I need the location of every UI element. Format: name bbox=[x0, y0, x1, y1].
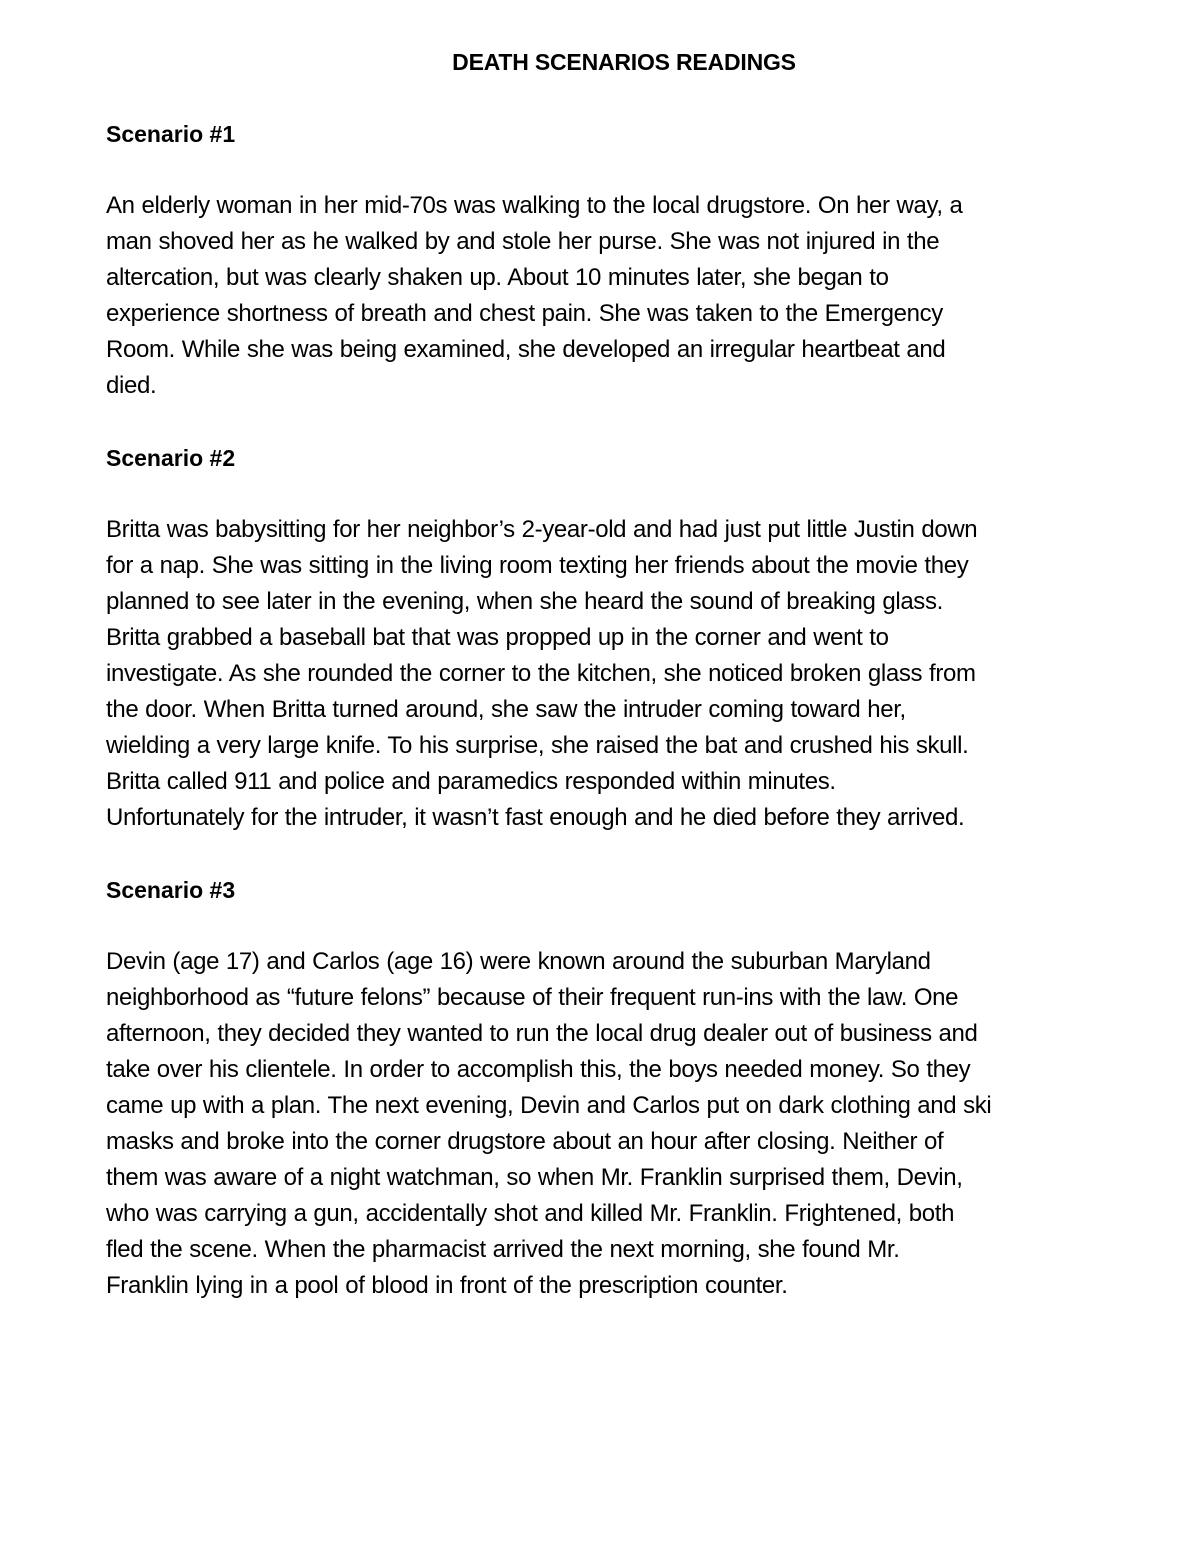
scenario-2-section bbox=[106, 442, 1126, 836]
scenario-3-section bbox=[106, 874, 1126, 1304]
scenario-2-line: Unfortunately for the intruder, it wasn’t fast enough and he died before they arrived. bbox=[106, 804, 965, 831]
scenario-1-body bbox=[106, 188, 1126, 404]
scenario-1-line: died. bbox=[106, 372, 157, 399]
scenario-1-section bbox=[106, 118, 1126, 404]
scenario-1-line: man shoved her as he walked by and stole her purse. She was not injured in the bbox=[106, 228, 940, 255]
scenario-2-line: the door. When Britta turned around, she saw the intruder coming toward her, bbox=[106, 696, 906, 723]
scenario-3-line: came up with a plan. The next evening, Devin and Carlos put on dark clothing and ski bbox=[106, 1092, 992, 1119]
scenario-2-line: Britta called 911 and police and paramedics responded within minutes. bbox=[106, 768, 836, 795]
scenario-2-body bbox=[106, 512, 1126, 836]
scenario-3-line: masks and broke into the corner drugstore about an hour after closing. Neither of bbox=[106, 1128, 944, 1155]
document-title: DEATH SCENARIOS READINGS bbox=[452, 49, 796, 75]
scenario-3-line: take over his clientele. In order to accomplish this, the boys needed money. So they bbox=[106, 1056, 971, 1083]
scenario-1-line: An elderly woman in her mid-70s was walking to the local drugstore. On her way, a bbox=[106, 192, 963, 219]
scenario-3-line: fled the scene. When the pharmacist arrived the next morning, she found Mr. bbox=[106, 1236, 900, 1263]
scenario-3-body bbox=[106, 944, 1126, 1304]
scenario-2-line: for a nap. She was sitting in the living room texting her friends about the movie they bbox=[106, 552, 969, 579]
scenario-3-line: them was aware of a night watchman, so when Mr. Franklin surprised them, Devin, bbox=[106, 1164, 963, 1191]
scenario-2-heading: Scenario #2 bbox=[106, 445, 236, 471]
scenario-2-line: Britta was babysitting for her neighbor’s 2-year-old and had just put little Justin down bbox=[106, 516, 978, 543]
scenario-3-line: neighborhood as “future felons” because of their frequent run-ins with the law. One bbox=[106, 984, 959, 1011]
scenario-3-line: Devin (age 17) and Carlos (age 16) were known around the suburban Maryland bbox=[106, 948, 931, 975]
scenario-2-line: Britta grabbed a baseball bat that was propped up in the corner and went to bbox=[106, 624, 889, 651]
scenario-3-line: afternoon, they decided they wanted to run the local drug dealer out of business and bbox=[106, 1020, 978, 1047]
scenario-1-line: Room. While she was being examined, she developed an irregular heartbeat and bbox=[106, 336, 946, 363]
scenario-3-heading: Scenario #3 bbox=[106, 877, 236, 903]
scenario-2-line: planned to see later in the evening, when she heard the sound of breaking glass. bbox=[106, 588, 943, 615]
scenario-1-heading: Scenario #1 bbox=[106, 121, 236, 147]
scenario-1-line: experience shortness of breath and chest pain. She was taken to the Emergency bbox=[106, 300, 943, 327]
scenario-3-line: who was carrying a gun, accidentally shot and killed Mr. Franklin. Frightened, both bbox=[106, 1200, 955, 1227]
scenario-2-line: investigate. As she rounded the corner to the kitchen, she noticed broken glass from bbox=[106, 660, 976, 687]
scenario-1-line: altercation, but was clearly shaken up. About 10 minutes later, she began to bbox=[106, 264, 889, 291]
scenario-3-line: Franklin lying in a pool of blood in front of the prescription counter. bbox=[106, 1272, 788, 1299]
scenario-2-line: wielding a very large knife. To his surprise, she raised the bat and crushed his skull. bbox=[106, 732, 969, 759]
